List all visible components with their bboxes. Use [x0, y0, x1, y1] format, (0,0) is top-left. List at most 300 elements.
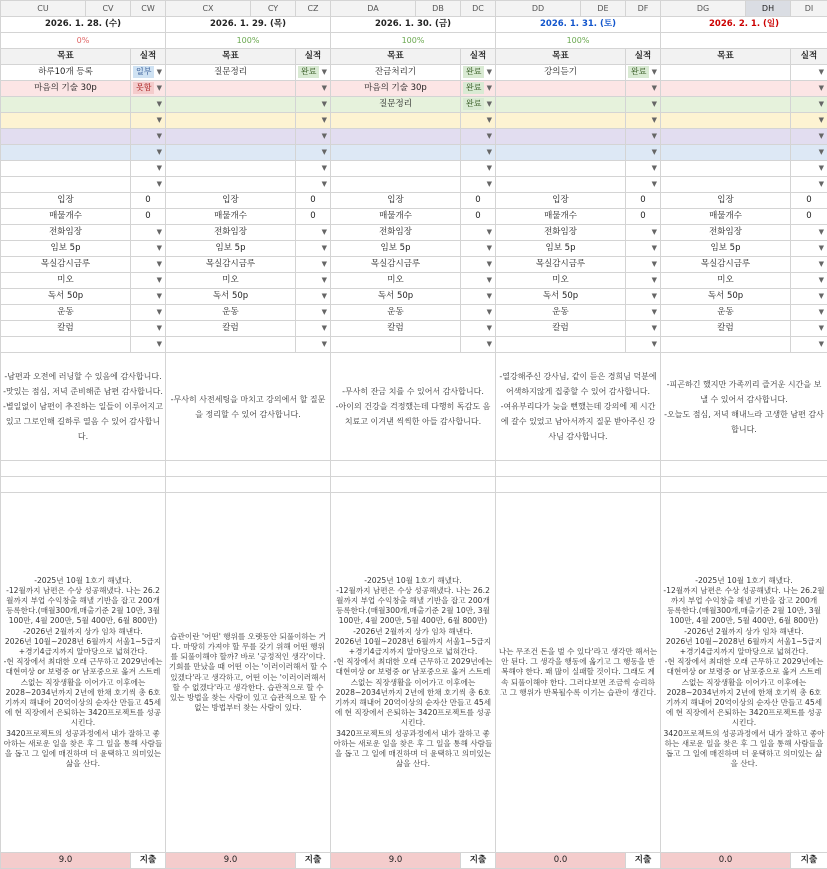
metric-value[interactable]: [791, 321, 827, 337]
result-dropdown[interactable]: [626, 113, 661, 129]
expense-value[interactable]: 0.0: [661, 853, 791, 869]
goal-cell[interactable]: 잔금처리기: [331, 65, 461, 81]
expense-label: 지출: [296, 853, 331, 869]
expense-label: 지출: [461, 853, 496, 869]
result-dropdown[interactable]: [461, 81, 496, 97]
metric-value[interactable]: [791, 241, 827, 257]
dropdown-arrow-icon[interactable]: ▼: [322, 161, 327, 176]
metric-value[interactable]: [461, 209, 496, 225]
dropdown-arrow-icon[interactable]: ▼: [322, 241, 327, 256]
progress-row: [1, 33, 827, 49]
metric-value[interactable]: [626, 273, 661, 289]
dropdown-arrow-icon[interactable]: ▼: [652, 113, 657, 128]
dropdown-arrow-icon[interactable]: ▼: [487, 273, 492, 288]
vision-note[interactable]: -2025년 10월 1호기 해냈다. -12월까지 남편은 수상 성공해냈다. 나는 26.2월까지 부업 수익창출 해낼 기반을 잡고 200개 등록한다.(매월300개,매출기준 2월 10만, 3월 100만, 4월 200만, 5월 400만, 6월 800만) -2026년 2월까지 상가 임차 해낸다. 2026년 10월~2028년 6월까지 서울1~5급지+경기4급지까지 알마당으로 넓혀간다. -현 직장에서 최대한 오래 근무하고 2029년에는 대현여상 or 보령중 or 남포중으로 옮겨 스트레스없는 직장생활을 이어가고 이후에는 2028~2034년까지 2년에 한채 호기씩 총 6호기까지 해내어 20억이상의 순자산 만들고 45세에 현 직장에서 은퇴하는 3420프로젝트를 성공시킨다. 3420프로젝트의 성공과정에서 내가 잘하고 좋아하는 새로운 일을 찾은 후 그 일을 통해 사람들을 돕고 그 일에 매진하며 더 윤택하고 의미있는 삶을 산다.: [1, 493, 166, 853]
dropdown-arrow-icon[interactable]: ▼: [157, 161, 162, 176]
metric-value[interactable]: [131, 225, 166, 241]
metric-value[interactable]: [296, 193, 331, 209]
dropdown-arrow-icon[interactable]: ▼: [487, 337, 492, 352]
metric-label: 임보 5p: [496, 241, 626, 257]
goal-cell[interactable]: [1, 97, 131, 113]
goal-cell[interactable]: [1, 177, 131, 193]
metric-label: 운동: [496, 305, 626, 321]
metric-label: 칼럼: [331, 321, 461, 337]
goal-cell[interactable]: [661, 81, 791, 97]
vision-note[interactable]: -2025년 10월 1호기 해냈다. -12월까지 남편은 수상 성공해냈다. 나는 26.2월까지 부업 수익창출 해낼 기반을 잡고 200개 등록한다.(매월300개,매출기준 2월 10만, 3월 100만, 4월 200만, 5월 400만, 6월 800만) -2026년 2월까지 상가 임차 해낸다. 2026년 10월~2028년 6월까지 서울1~5급지+경기4급지까지 알마당으로 넓혀간다. -현 직장에서 최대한 오래 근무하고 2029년에는 대현여상 or 보령중 or 남포중으로 옮겨 스트레스없는 직장생활을 이어가고 이후에는 2028~2034년까지 2년에 한채 호기씩 총 6호기까지 해내어 20억이상의 순자산 만들고 45세에 현 직장에서 은퇴하는 3420프로젝트를 성공시킨다. 3420프로젝트의 성공과정에서 내가 잘하고 좋아하는 새로운 일을 찾은 후 그 일을 통해 사람들을 돕고 그 일에 매진하며 더 윤택하고 의미있는 삶을 산다.: [661, 493, 827, 853]
metric-value[interactable]: [461, 257, 496, 273]
dropdown-arrow-icon[interactable]: ▼: [652, 145, 657, 160]
metric-value[interactable]: [461, 225, 496, 241]
goal-cell[interactable]: [166, 129, 296, 145]
dropdown-arrow-icon[interactable]: ▼: [819, 129, 824, 144]
goal-cell[interactable]: 마음의 기술 30p: [1, 81, 131, 97]
result-dropdown[interactable]: [626, 65, 661, 81]
metric-label: 목실감시금루: [166, 257, 296, 273]
metric-value[interactable]: [296, 273, 331, 289]
column-header[interactable]: CU: [1, 1, 86, 17]
metric-value[interactable]: [461, 193, 496, 209]
vision-note[interactable]: -2025년 10월 1호기 해냈다. -12월까지 남편은 수상 성공해냈다. 나는 26.2월까지 부업 수익창출 해낼 기반을 잡고 200개 등록한다.(매월300개,매출기준 2월 10만, 3월 100만, 4월 200만, 5월 400만, 6월 800만) -2026년 2월까지 상가 임차 해낸다. 2026년 10월~2028년 6월까지 서울1~5급지+경기4급지까지 알마당으로 넓혀간다. -현 직장에서 최대한 오래 근무하고 2029년에는 대현여상 or 보령중 or 남포중으로 옮겨 스트레스없는 직장생활을 이어가고 이후에는 2028~2034년까지 2년에 한채 호기씩 총 6호기까지 해내어 20억이상의 순자산 만들고 45세에 현 직장에서 은퇴하는 3420프로젝트를 성공시킨다. 3420프로젝트의 성공과정에서 내가 잘하고 좋아하는 새로운 일을 찾은 후 그 일을 통해 사람들을 돕고 그 일에 매진하며 더 윤택하고 의미있는 삶을 산다.: [331, 493, 496, 853]
vision-note[interactable]: 나는 무조건 돈을 벌 수 있다'라고 생각만 해서는 안 된다. 그 생각을 행동에 옮기고 그 행동을 반복해야 한다. 꽤 많이 실패할 것이다. 그래도 계속 되풀이해야 한다. 그러다보면 조금씩 승리하고 그 행위가 반복될수록 이기는 습관이 생긴다.: [496, 493, 661, 853]
result-dropdown[interactable]: [296, 97, 331, 113]
dropdown-arrow-icon[interactable]: ▼: [322, 289, 327, 304]
dropdown-arrow-icon[interactable]: ▼: [322, 225, 327, 240]
column-header[interactable]: DE: [581, 1, 626, 17]
metric-value[interactable]: [131, 289, 166, 305]
metric-value[interactable]: [791, 337, 827, 353]
metric-value[interactable]: [791, 225, 827, 241]
metric-value[interactable]: [131, 321, 166, 337]
dropdown-arrow-icon[interactable]: ▼: [157, 113, 162, 128]
dropdown-arrow-icon[interactable]: ▼: [652, 97, 657, 112]
metric-value[interactable]: [131, 193, 166, 209]
result-dropdown[interactable]: [296, 145, 331, 161]
goal-header-row: [1, 49, 827, 65]
metric-value[interactable]: [131, 257, 166, 273]
metric-value[interactable]: [791, 257, 827, 273]
dropdown-arrow-icon[interactable]: ▼: [652, 177, 657, 192]
goal-cell[interactable]: [331, 161, 461, 177]
dropdown-arrow-icon[interactable]: ▼: [487, 177, 492, 192]
metric-value[interactable]: [296, 225, 331, 241]
dropdown-arrow-icon[interactable]: ▼: [819, 289, 824, 304]
goal-cell[interactable]: [496, 177, 626, 193]
empty-cell[interactable]: [661, 461, 827, 477]
metric-label: 미오: [166, 273, 296, 289]
dropdown-arrow-icon[interactable]: ▼: [652, 337, 657, 352]
dropdown-arrow-icon[interactable]: ▼: [322, 337, 327, 352]
dropdown-arrow-icon[interactable]: ▼: [487, 145, 492, 160]
dropdown-arrow-icon[interactable]: ▼: [487, 305, 492, 320]
gratitude-note[interactable]: -남편과 오전에 러닝할 수 있음에 감사합니다. -맛있는 점심, 저녁 준비해준 남편 감사합니다. -별일없이 남편이 추진하는 일들이 이루어지고 있고 그로인해 길하루 열음 수 있어 감사합니다.: [1, 353, 166, 461]
dropdown-arrow-icon[interactable]: ▼: [157, 273, 162, 288]
metric-number: 0: [640, 195, 645, 205]
metric-row: [1, 257, 827, 273]
date-cell[interactable]: 2026. 1. 30. (금): [331, 17, 496, 33]
metric-value[interactable]: [296, 321, 331, 337]
result-dropdown[interactable]: [461, 65, 496, 81]
metric-value[interactable]: [791, 273, 827, 289]
metric-value[interactable]: [461, 289, 496, 305]
dropdown-arrow-icon[interactable]: ▼: [819, 273, 824, 288]
column-header[interactable]: CZ: [296, 1, 331, 17]
metric-value[interactable]: [626, 289, 661, 305]
metric-row: [1, 225, 827, 241]
metric-value[interactable]: [296, 337, 331, 353]
empty-cell[interactable]: [331, 477, 496, 493]
dropdown-arrow-icon[interactable]: ▼: [322, 257, 327, 272]
dropdown-arrow-icon[interactable]: ▼: [652, 225, 657, 240]
metric-value[interactable]: [461, 337, 496, 353]
empty-cell[interactable]: [661, 477, 827, 493]
dropdown-arrow-icon[interactable]: ▼: [652, 305, 657, 320]
result-dropdown[interactable]: [791, 161, 827, 177]
goal-cell[interactable]: [166, 177, 296, 193]
date-cell[interactable]: 2026. 1. 29. (목): [166, 17, 331, 33]
column-header[interactable]: DH: [746, 1, 791, 17]
dropdown-arrow-icon[interactable]: ▼: [322, 113, 327, 128]
column-header[interactable]: DD: [496, 1, 581, 17]
metric-value[interactable]: [131, 337, 166, 353]
goal-cell[interactable]: 하루10개 등록: [1, 65, 131, 81]
result-dropdown[interactable]: [131, 65, 166, 81]
dropdown-arrow-icon[interactable]: ▼: [819, 257, 824, 272]
result-dropdown[interactable]: [791, 81, 827, 97]
dropdown-arrow-icon[interactable]: ▼: [819, 65, 824, 80]
goal-cell[interactable]: 강의듣기: [496, 65, 626, 81]
metric-row: [1, 273, 827, 289]
result-chip: 완료: [463, 98, 484, 110]
goal-cell[interactable]: 질문정리: [166, 65, 296, 81]
metric-value[interactable]: [791, 209, 827, 225]
column-header[interactable]: CW: [131, 1, 166, 17]
expense-value[interactable]: 9.0: [1, 853, 131, 869]
result-dropdown[interactable]: [131, 97, 166, 113]
result-dropdown[interactable]: [461, 177, 496, 193]
expense-row: [1, 853, 827, 869]
dropdown-arrow-icon[interactable]: ▼: [652, 65, 657, 80]
metric-label: 미오: [496, 273, 626, 289]
dropdown-arrow-icon[interactable]: ▼: [652, 129, 657, 144]
goal-cell[interactable]: [1, 113, 131, 129]
progress-percent: [661, 33, 827, 49]
dropdown-arrow-icon[interactable]: ▼: [487, 113, 492, 128]
metric-row: [1, 193, 827, 209]
goal-cell[interactable]: [1, 145, 131, 161]
goal-cell[interactable]: [166, 145, 296, 161]
expense-value[interactable]: 0.0: [496, 853, 626, 869]
empty-cell[interactable]: [496, 477, 661, 493]
dropdown-arrow-icon[interactable]: ▼: [322, 129, 327, 144]
dropdown-arrow-icon[interactable]: ▼: [819, 241, 824, 256]
gratitude-note[interactable]: -무사히 잔금 치를 수 있어서 감사합니다. -아이의 건강을 걱정했는데 다행히 독감도 음치료고 이겨낸 씩씩한 아들 감사합니다.: [331, 353, 496, 461]
result-dropdown[interactable]: [131, 177, 166, 193]
dropdown-arrow-icon[interactable]: ▼: [819, 97, 824, 112]
dropdown-arrow-icon[interactable]: ▼: [322, 273, 327, 288]
column-header[interactable]: CV: [86, 1, 131, 17]
dropdown-arrow-icon[interactable]: ▼: [322, 321, 327, 336]
empty-cell[interactable]: [331, 461, 496, 477]
goal-cell[interactable]: 질문정리: [331, 97, 461, 113]
metric-row: [1, 305, 827, 321]
result-dropdown[interactable]: [791, 97, 827, 113]
dropdown-arrow-icon[interactable]: ▼: [487, 289, 492, 304]
task-row: [1, 81, 827, 97]
metric-label: 전화임장: [661, 225, 791, 241]
metric-label: 독서 50p: [166, 289, 296, 305]
dropdown-arrow-icon[interactable]: ▼: [487, 321, 492, 336]
metric-value[interactable]: [461, 305, 496, 321]
gratitude-row: [1, 353, 827, 461]
result-dropdown[interactable]: [626, 161, 661, 177]
dropdown-arrow-icon[interactable]: ▼: [157, 321, 162, 336]
dropdown-arrow-icon[interactable]: ▼: [487, 129, 492, 144]
metric-number: 0: [806, 211, 811, 221]
result-dropdown[interactable]: [461, 129, 496, 145]
metric-row: [1, 337, 827, 353]
goal-cell[interactable]: [1, 129, 131, 145]
vision-note[interactable]: 습관이란 '어떤' 행위를 오랫동안 되풀이하는 거다. 마땅히 가져야 할 무를 갖기 위해 어떤 행위를 되풀이해야 할까? 바로 '긍정적인 생각'이다. 기회를 만났을 때 어떤 이는 '이러이러해서 할 수 있겠다'라고 생각하고, 어떤 이는 '이러이러해서 할 수 없겠다'라고 생각한다. 습관적으로 할 수 있는 방법을 찾는 사람이 있고 습관적으로 할 수 없는 방법부터 찾는 사람이 있다.: [166, 493, 331, 853]
column-header[interactable]: DI: [791, 1, 827, 17]
dropdown-arrow-icon[interactable]: ▼: [157, 305, 162, 320]
metric-label: 임보 5p: [1, 241, 131, 257]
gratitude-note[interactable]: -피곤하긴 했지만 가족끼리 즐거운 시간을 보낼 수 있어서 감사합니다. -오늘도 점심, 저녁 해내느라 고생한 남편 감사합니다.: [661, 353, 827, 461]
result-dropdown[interactable]: [296, 81, 331, 97]
goal-cell[interactable]: 마음의 기술 30p: [331, 81, 461, 97]
task-row: [1, 161, 827, 177]
result-dropdown[interactable]: [626, 145, 661, 161]
goal-cell[interactable]: [166, 113, 296, 129]
metric-value[interactable]: [626, 225, 661, 241]
result-dropdown[interactable]: [791, 129, 827, 145]
metric-row: [1, 209, 827, 225]
metric-number: 0: [806, 195, 811, 205]
dropdown-arrow-icon[interactable]: ▼: [157, 289, 162, 304]
metric-value[interactable]: [131, 209, 166, 225]
dropdown-arrow-icon[interactable]: ▼: [487, 81, 492, 96]
metric-number: 0: [475, 195, 480, 205]
metric-label: 미오: [331, 273, 461, 289]
metric-value[interactable]: [626, 305, 661, 321]
expense-value[interactable]: 9.0: [331, 853, 461, 869]
result-header: 실적: [131, 49, 166, 65]
date-cell[interactable]: 2026. 1. 28. (수): [1, 17, 166, 33]
dropdown-arrow-icon[interactable]: ▼: [157, 145, 162, 160]
result-dropdown[interactable]: [626, 81, 661, 97]
dropdown-arrow-icon[interactable]: ▼: [157, 97, 162, 112]
date-row: [1, 17, 827, 33]
dropdown-arrow-icon[interactable]: ▼: [322, 305, 327, 320]
column-header[interactable]: DB: [416, 1, 461, 17]
dropdown-arrow-icon[interactable]: ▼: [487, 97, 492, 112]
metric-value[interactable]: [626, 193, 661, 209]
dropdown-arrow-icon[interactable]: ▼: [652, 321, 657, 336]
empty-cell[interactable]: [496, 461, 661, 477]
metric-label: 독서 50p: [1, 289, 131, 305]
column-header[interactable]: DA: [331, 1, 416, 17]
result-dropdown[interactable]: [296, 129, 331, 145]
dropdown-arrow-icon[interactable]: ▼: [819, 177, 824, 192]
metric-label: 칼럼: [166, 321, 296, 337]
result-dropdown[interactable]: [296, 161, 331, 177]
empty-cell[interactable]: [1, 461, 166, 477]
goal-cell[interactable]: [496, 113, 626, 129]
metric-value[interactable]: [626, 257, 661, 273]
metric-label: 운동: [1, 305, 131, 321]
goal-cell[interactable]: [331, 129, 461, 145]
result-dropdown[interactable]: [461, 161, 496, 177]
result-dropdown[interactable]: [131, 145, 166, 161]
metric-value[interactable]: [461, 321, 496, 337]
dropdown-arrow-icon[interactable]: ▼: [157, 337, 162, 352]
dropdown-arrow-icon[interactable]: ▼: [487, 225, 492, 240]
metric-value[interactable]: [626, 241, 661, 257]
goal-cell[interactable]: [496, 97, 626, 113]
dropdown-arrow-icon[interactable]: ▼: [322, 65, 327, 80]
result-dropdown[interactable]: [791, 65, 827, 81]
dropdown-arrow-icon[interactable]: ▼: [819, 161, 824, 176]
dropdown-arrow-icon[interactable]: ▼: [819, 321, 824, 336]
dropdown-arrow-icon[interactable]: ▼: [157, 257, 162, 272]
dropdown-arrow-icon[interactable]: ▼: [322, 97, 327, 112]
result-dropdown[interactable]: [626, 177, 661, 193]
goal-cell[interactable]: [661, 177, 791, 193]
dropdown-arrow-icon[interactable]: ▼: [652, 241, 657, 256]
goal-cell[interactable]: [496, 145, 626, 161]
column-header[interactable]: CX: [166, 1, 251, 17]
dropdown-arrow-icon[interactable]: ▼: [157, 225, 162, 240]
result-dropdown[interactable]: [296, 65, 331, 81]
empty-cell[interactable]: [1, 477, 166, 493]
dropdown-arrow-icon[interactable]: ▼: [819, 337, 824, 352]
metric-value[interactable]: [131, 273, 166, 289]
goal-cell[interactable]: [166, 97, 296, 113]
goal-cell[interactable]: [496, 129, 626, 145]
goal-cell[interactable]: [661, 113, 791, 129]
metric-label: 칼럼: [496, 321, 626, 337]
gratitude-note[interactable]: -무사히 사전세팅을 마치고 강의에서 할 질문을 정리할 수 있어 감사합니다.: [166, 353, 331, 461]
metric-value[interactable]: [626, 337, 661, 353]
dropdown-arrow-icon[interactable]: ▼: [652, 81, 657, 96]
metric-value[interactable]: [791, 193, 827, 209]
goal-cell[interactable]: [496, 161, 626, 177]
dropdown-arrow-icon[interactable]: ▼: [652, 289, 657, 304]
dropdown-arrow-icon[interactable]: ▼: [652, 161, 657, 176]
column-header[interactable]: DG: [661, 1, 746, 17]
goal-cell[interactable]: [1, 161, 131, 177]
result-dropdown[interactable]: [791, 177, 827, 193]
result-dropdown[interactable]: [791, 113, 827, 129]
result-dropdown[interactable]: [131, 129, 166, 145]
dropdown-arrow-icon[interactable]: ▼: [487, 65, 492, 80]
metric-value[interactable]: [131, 241, 166, 257]
goal-cell[interactable]: [331, 177, 461, 193]
metric-value[interactable]: [296, 241, 331, 257]
metric-value[interactable]: [791, 305, 827, 321]
dropdown-arrow-icon[interactable]: ▼: [322, 81, 327, 96]
goal-cell[interactable]: [661, 145, 791, 161]
metric-value[interactable]: [131, 305, 166, 321]
goal-cell[interactable]: [166, 81, 296, 97]
goal-cell[interactable]: [661, 65, 791, 81]
result-chip: 완료: [298, 66, 319, 78]
dropdown-arrow-icon[interactable]: ▼: [487, 161, 492, 176]
result-dropdown[interactable]: [296, 113, 331, 129]
date-cell[interactable]: 2026. 2. 1. (일): [661, 17, 827, 33]
result-dropdown[interactable]: [296, 177, 331, 193]
dropdown-arrow-icon[interactable]: ▼: [157, 177, 162, 192]
dropdown-arrow-icon[interactable]: ▼: [157, 241, 162, 256]
expense-value[interactable]: 9.0: [166, 853, 296, 869]
dropdown-arrow-icon[interactable]: ▼: [819, 113, 824, 128]
dropdown-arrow-icon[interactable]: ▼: [487, 257, 492, 272]
column-header[interactable]: DC: [461, 1, 496, 17]
dropdown-arrow-icon[interactable]: ▼: [322, 145, 327, 160]
result-dropdown[interactable]: [461, 145, 496, 161]
dropdown-arrow-icon[interactable]: ▼: [652, 273, 657, 288]
result-dropdown[interactable]: [461, 113, 496, 129]
metric-label: 임보 5p: [331, 241, 461, 257]
gratitude-note[interactable]: -열강해주신 강사님, 같이 듣은 경희님 덕분에 어색하지않게 집중할 수 있어 감사합니다. -여유부리다가 늦을 뻔했는데 강의에 제 시간에 갈수 있었고 남아서까지 질문 받아주신 강사님 감사합니다.: [496, 353, 661, 461]
empty-cell[interactable]: [166, 477, 331, 493]
metric-label: [1, 337, 131, 353]
date-cell[interactable]: 2026. 1. 31. (토): [496, 17, 661, 33]
metric-label: 독서 50p: [496, 289, 626, 305]
dropdown-arrow-icon[interactable]: ▼: [487, 241, 492, 256]
empty-cell[interactable]: [166, 461, 331, 477]
result-dropdown[interactable]: [131, 81, 166, 97]
result-dropdown[interactable]: [626, 129, 661, 145]
goal-cell[interactable]: [496, 81, 626, 97]
result-dropdown[interactable]: [461, 97, 496, 113]
result-dropdown[interactable]: [626, 97, 661, 113]
goal-cell[interactable]: [331, 145, 461, 161]
goal-cell[interactable]: [661, 97, 791, 113]
goal-cell[interactable]: [661, 129, 791, 145]
metric-value[interactable]: [626, 209, 661, 225]
dropdown-arrow-icon[interactable]: ▼: [157, 65, 162, 80]
dropdown-arrow-icon[interactable]: ▼: [652, 257, 657, 272]
metric-label: 독서 50p: [331, 289, 461, 305]
dropdown-arrow-icon[interactable]: ▼: [322, 177, 327, 192]
metric-value[interactable]: [791, 289, 827, 305]
metric-label: 입장: [1, 193, 131, 209]
metric-value[interactable]: [296, 257, 331, 273]
task-row: [1, 129, 827, 145]
result-dropdown[interactable]: [131, 161, 166, 177]
dropdown-arrow-icon[interactable]: ▼: [819, 225, 824, 240]
dropdown-arrow-icon[interactable]: ▼: [819, 81, 824, 96]
metric-value[interactable]: [626, 321, 661, 337]
result-dropdown[interactable]: [791, 145, 827, 161]
column-header[interactable]: DF: [626, 1, 661, 17]
goal-cell[interactable]: [331, 113, 461, 129]
metric-value[interactable]: [296, 305, 331, 321]
dropdown-arrow-icon[interactable]: ▼: [157, 81, 162, 96]
column-header[interactable]: CY: [251, 1, 296, 17]
goal-cell[interactable]: [166, 161, 296, 177]
dropdown-arrow-icon[interactable]: ▼: [157, 129, 162, 144]
metric-value[interactable]: [461, 241, 496, 257]
metric-value[interactable]: [296, 289, 331, 305]
dropdown-arrow-icon[interactable]: ▼: [819, 145, 824, 160]
dropdown-arrow-icon[interactable]: ▼: [819, 305, 824, 320]
goal-cell[interactable]: [661, 161, 791, 177]
result-dropdown[interactable]: [131, 113, 166, 129]
metric-value[interactable]: [296, 209, 331, 225]
metric-value[interactable]: [461, 273, 496, 289]
result-header: 실적: [461, 49, 496, 65]
